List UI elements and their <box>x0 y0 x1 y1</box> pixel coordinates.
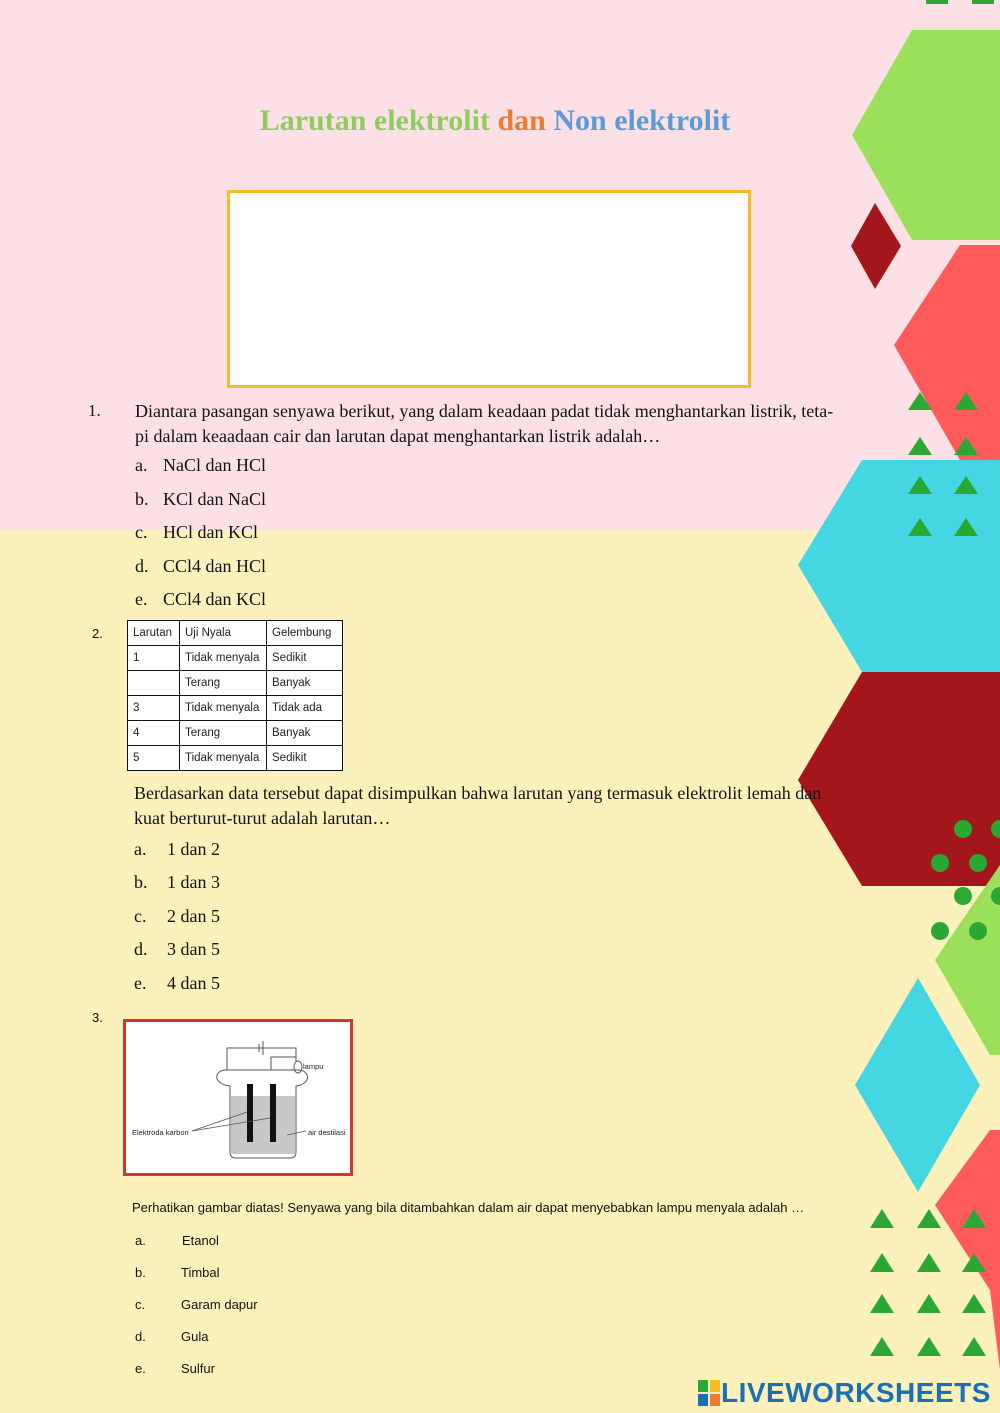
q2-option-letter: a. <box>134 839 147 859</box>
q1-option-letter: b. <box>135 489 149 509</box>
q1-option-letter: c. <box>135 522 148 542</box>
q1-option-text: NaCl dan HCl <box>163 455 266 475</box>
title-part-2: dan <box>497 104 546 137</box>
circuit-diagram <box>126 1022 350 1173</box>
table-header-cell: Larutan <box>128 621 180 646</box>
q1-option-text: CCl4 dan HCl <box>163 556 267 576</box>
table-cell: Sedikit <box>267 646 343 671</box>
electrode-left <box>247 1084 253 1142</box>
q1-option-d[interactable] <box>135 556 266 577</box>
question-2-line-1: Berdasarkan data tersebut dapat disimpulkan bahwa larutan yang termasuk elektrolit lemah dan <box>134 783 822 803</box>
q3-option-text: Etanol <box>182 1233 219 1248</box>
q1-option-e[interactable] <box>135 589 266 610</box>
table-cell <box>128 671 180 696</box>
q2-option-text: 1 dan 3 <box>167 872 220 892</box>
liveworksheets-logo[interactable] <box>697 1376 991 1410</box>
q1-option-c[interactable] <box>135 522 258 543</box>
question-1-number: 1. <box>88 401 101 420</box>
table-cell: 1 <box>128 646 180 671</box>
table-cell: 3 <box>128 696 180 721</box>
q1-option-b[interactable] <box>135 489 266 510</box>
q3-option-text: Sulfur <box>181 1361 215 1376</box>
logo-icon <box>697 1379 721 1407</box>
q3-option-d[interactable] <box>135 1329 208 1344</box>
question-2-line-2: kuat berturut-turut adalah larutan… <box>134 808 391 828</box>
q3-option-text: Timbal <box>181 1265 220 1280</box>
q3-option-letter: d. <box>135 1329 146 1344</box>
label-water: air destilasi <box>308 1128 346 1137</box>
table-cell: Banyak <box>267 721 343 746</box>
q1-option-text: KCl dan NaCl <box>163 489 266 509</box>
q3-option-letter: a. <box>135 1233 146 1248</box>
table-row <box>128 696 343 721</box>
electrode-right <box>270 1084 276 1142</box>
q3-option-c[interactable] <box>135 1297 258 1312</box>
logo-text: LIVEWORKSHEETS <box>721 1377 991 1408</box>
table-header-cell: Uji Nyala <box>180 621 267 646</box>
question-2-number: 2. <box>92 626 103 641</box>
table-cell: 4 <box>128 721 180 746</box>
q2-option-letter: d. <box>134 939 148 959</box>
q3-option-letter: c. <box>135 1297 146 1312</box>
title-part-3: Non elektrolit <box>553 104 731 137</box>
q1-option-letter: a. <box>135 455 148 475</box>
page-title <box>0 104 990 138</box>
q2-option-letter: c. <box>134 906 147 926</box>
q2-option-c[interactable] <box>134 906 220 927</box>
image-placeholder-box <box>227 190 751 388</box>
q2-option-d[interactable] <box>134 939 220 960</box>
table-cell: Tidak menyala <box>180 746 267 771</box>
label-lamp: lampu <box>303 1062 324 1071</box>
label-electrode: Elektroda karbon <box>132 1128 189 1137</box>
q3-option-a[interactable] <box>135 1233 219 1248</box>
table-row <box>128 671 343 696</box>
q1-option-text: CCl4 dan KCl <box>163 589 267 609</box>
q1-option-letter: e. <box>135 589 148 609</box>
q2-option-e[interactable] <box>134 973 220 994</box>
q2-option-text: 1 dan 2 <box>167 839 220 859</box>
table-row <box>128 746 343 771</box>
q3-option-b[interactable] <box>135 1265 220 1280</box>
q3-option-letter: e. <box>135 1361 146 1376</box>
q2-option-a[interactable] <box>134 839 220 860</box>
q2-option-letter: e. <box>134 973 147 993</box>
table-cell: Tidak menyala <box>180 646 267 671</box>
title-part-1: Larutan elektrolit <box>259 104 490 137</box>
table-cell: Terang <box>180 721 267 746</box>
q2-option-letter: b. <box>134 872 148 892</box>
q2-option-text: 2 dan 5 <box>167 906 220 926</box>
q2-option-b[interactable] <box>134 872 220 893</box>
table-cell: Terang <box>180 671 267 696</box>
q1-option-text: HCl dan KCl <box>163 522 259 542</box>
table-cell: Tidak ada <box>267 696 343 721</box>
circuit-figure <box>123 1019 353 1176</box>
question-1-line-1: Diantara pasangan senyawa berikut, yang dalam keadaan padat tidak menghantarkan listrik, teta- <box>135 401 834 421</box>
question-2-text <box>134 781 874 831</box>
table-row <box>128 646 343 671</box>
question-3-text: Perhatikan gambar diatas! Senyawa yang bila ditambahkan dalam air dapat menyebabkan lampu menyala adalah … <box>132 1200 805 1215</box>
q3-option-text: Garam dapur <box>181 1297 258 1312</box>
q3-option-e[interactable] <box>135 1361 215 1376</box>
table-header-cell: Gelembung <box>267 621 343 646</box>
q3-option-letter: b. <box>135 1265 146 1280</box>
question-3-number: 3. <box>92 1010 103 1025</box>
data-table <box>127 620 343 771</box>
q2-option-text: 4 dan 5 <box>167 973 220 993</box>
q1-option-letter: d. <box>135 556 149 576</box>
q3-option-text: Gula <box>181 1329 209 1344</box>
q2-option-text: 3 dan 5 <box>167 939 220 959</box>
table-cell: Tidak menyala <box>180 696 267 721</box>
q1-option-a[interactable] <box>135 455 266 476</box>
question-1-text <box>135 399 865 449</box>
table-cell: 5 <box>128 746 180 771</box>
table-header-row <box>128 621 343 646</box>
table-row <box>128 721 343 746</box>
table-cell: Banyak <box>267 671 343 696</box>
table-cell: Sedikit <box>267 746 343 771</box>
question-1-line-2: pi dalam keaadaan cair dan larutan dapat menghantarkan listrik adalah… <box>135 426 661 446</box>
